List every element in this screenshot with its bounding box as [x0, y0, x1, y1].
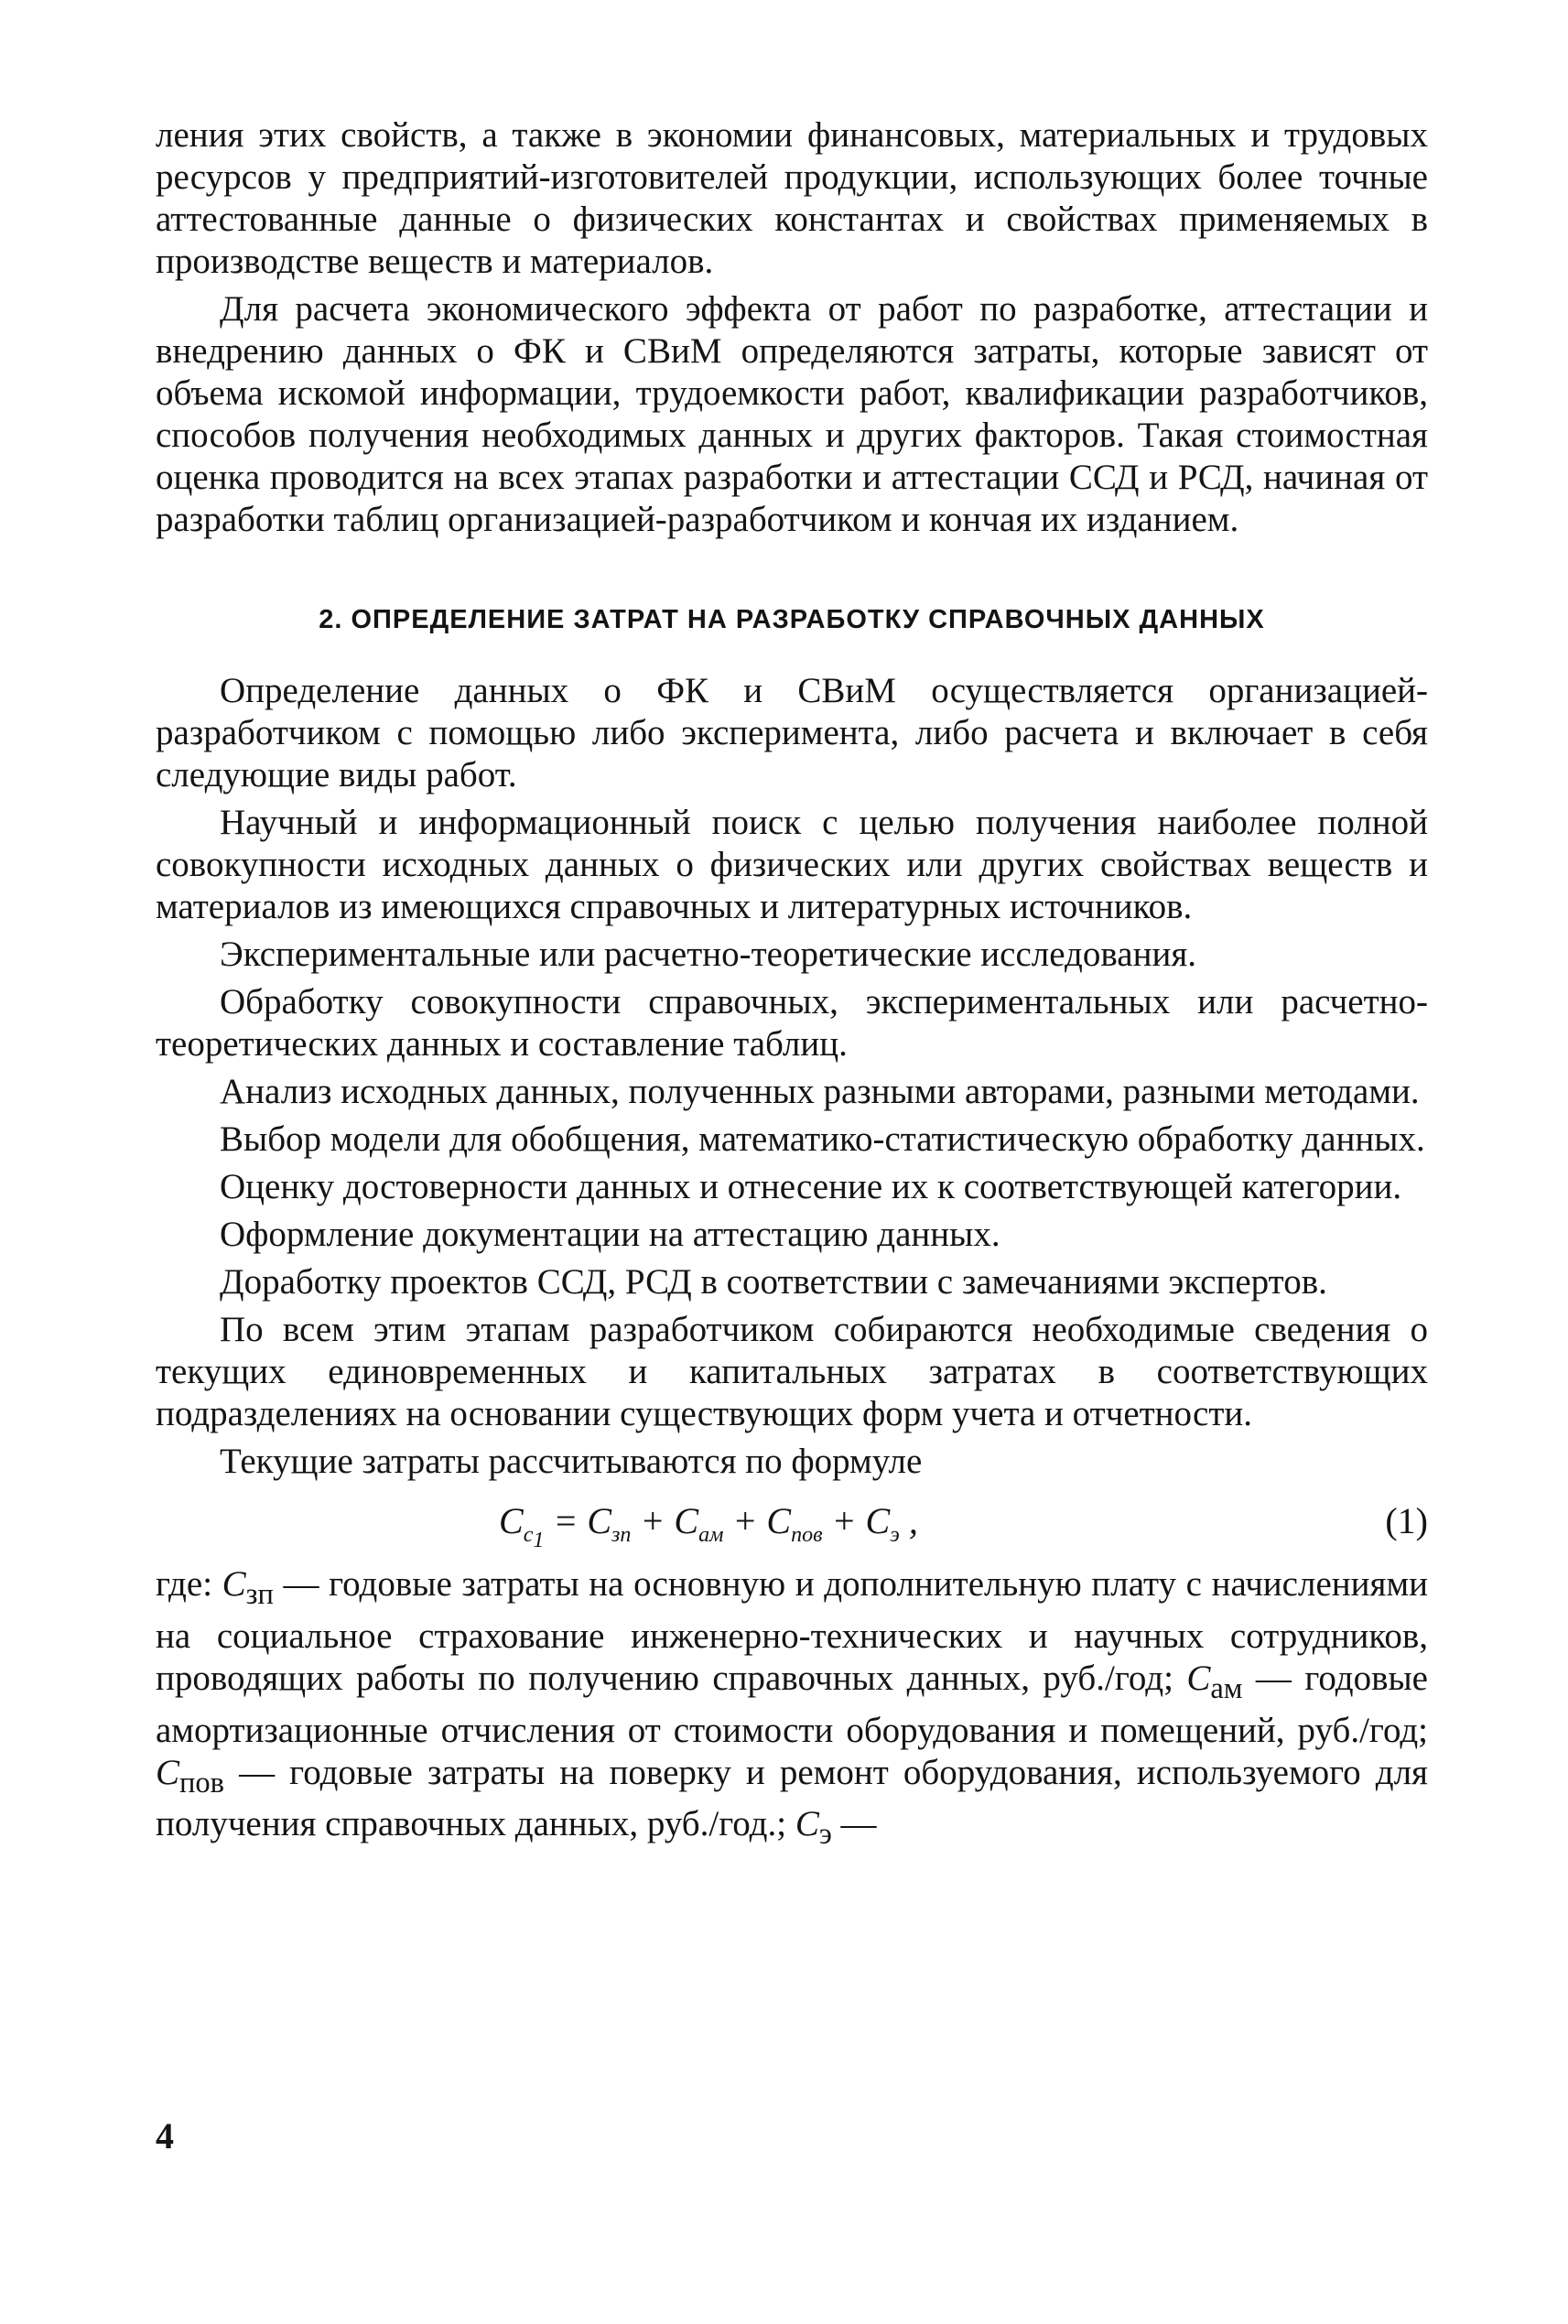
- paragraph-work-model: Выбор модели для обобщения, математико-статистическую обработку данных.: [220, 1119, 1425, 1159]
- paragraph-work-documentation: Оформление документации на аттестацию данных.: [220, 1215, 1000, 1254]
- paragraph-cost-collection: По всем этим этапам разработчиком собираются необходимые сведения о текущих единовременных и капитальных затратах в соответствующих подразделениях на основании существующих форм учета и отчетности.: [156, 1310, 1428, 1433]
- paragraph-continuation: ления этих свойств, а также в экономии финансовых, материальных и трудовых ресурсов у предприятий-изготовителей продукции, использующих более точные аттестованные данные о физических константах и свойствах применяемых в производстве веществ и материалов.: [156, 115, 1428, 281]
- paragraph-work-revision: Доработку проектов ССД, РСД в соответствии с замечаниями экспертов.: [220, 1262, 1327, 1302]
- paragraph-variable-definitions: где: $C_{зп}$ — годовые затраты на основную и дополнительную плату с начислениями на социальное страхование инженерно-технических и научных сотрудников, проводящих работы по получению справочных данных, руб./год; $C_{ам}$ — годовые амортизационные отчисления от стоимости оборудования и помещений, руб./год; $C_{пов}$ — годовые затраты на поверку и ремонт оборудования, используемого для получения справочных данных, руб./год.; $C_э$ —: [156, 1564, 1428, 1852]
- section-heading: 2. ОПРЕДЕЛЕНИЕ ЗАТРАТ НА РАЗРАБОТКУ СПРАВОЧНЫХ ДАННЫХ: [319, 605, 1265, 634]
- paragraph-work-search: Научный и информационный поиск с целью получения наиболее полной совокупности исходных данных о физических или других свойствах веществ и материалов из имеющихся справочных и литературных источников.: [156, 803, 1428, 926]
- paragraph-work-analysis: Анализ исходных данных, полученных разными авторами, разными методами.: [220, 1072, 1420, 1111]
- paragraph-work-processing: Обработку совокупности справочных, экспериментальных или расчетно-теоретических данных и составление таблиц.: [156, 982, 1428, 1064]
- paragraph-work-research: Экспериментальные или расчетно-теоретические исследования.: [220, 935, 1197, 974]
- paragraph-definition: Определение данных о ФК и СВиМ осуществляется организацией-разработчиком с помощью либо эксперимента, либо расчета и включает в себя следующие виды работ.: [156, 671, 1428, 794]
- paragraph-work-reliability: Оценку достоверности данных и отнесение их к соответствующей категории.: [220, 1167, 1402, 1206]
- page-number: 4: [156, 2115, 174, 2156]
- formula-number: (1): [1385, 1500, 1428, 1541]
- formula: $C_{c_1} = C_{зп} + C_{ам} + C_{пов} + C_э$ ,: [499, 1500, 918, 1552]
- formula-row: [156, 1492, 1428, 1552]
- paragraph-formula-intro: Текущие затраты рассчитываются по формуле: [220, 1442, 923, 1481]
- document-page: [156, 114, 1428, 1861]
- paragraph-economic-effect: Для расчета экономического эффекта от работ по разработке, аттестации и внедрению данных о ФК и СВиМ определяются затраты, которые зависят от объема искомой информации, трудоемкости работ, квалификации разработчиков, способов получения необходимых данных и других факторов. Такая стоимостная оценка проводится на всех этапах разработки и аттестации ССД и РСД, начиная от разработки таблиц организацией-разработчиком и кончая их изданием.: [156, 289, 1428, 539]
